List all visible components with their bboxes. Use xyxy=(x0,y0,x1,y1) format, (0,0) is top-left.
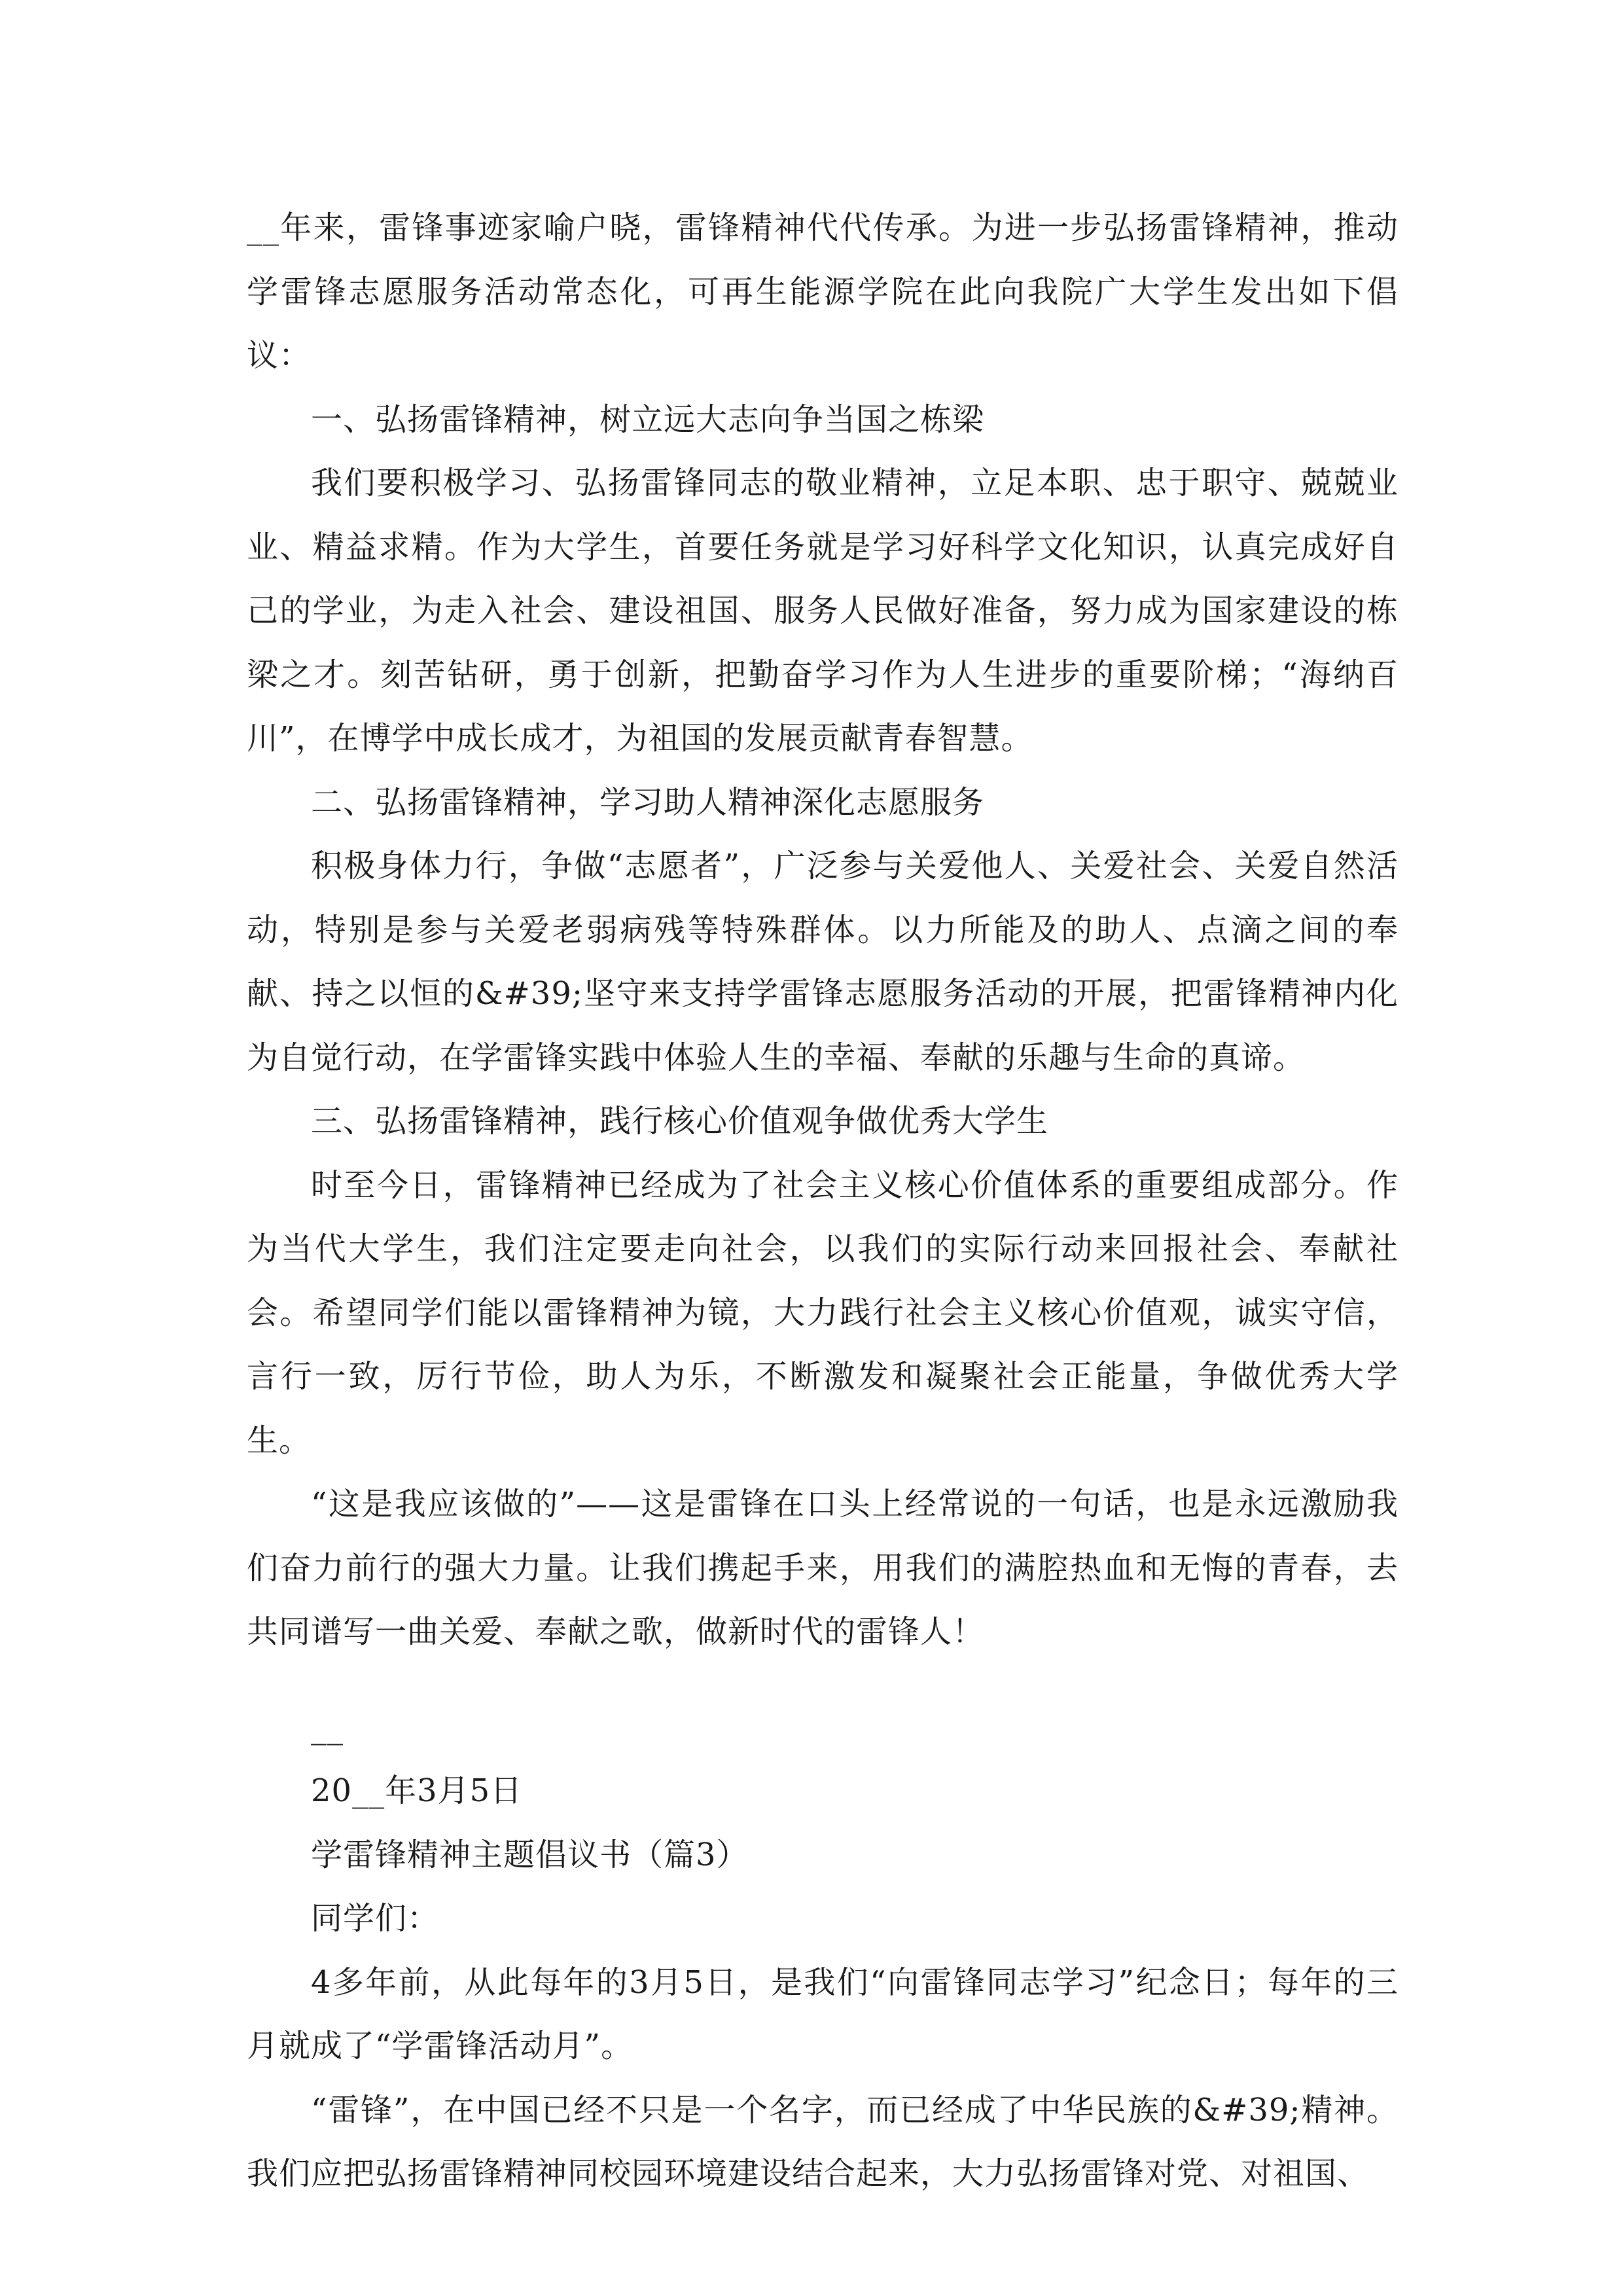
section-heading-3: 三、弘扬雷锋精神，践行核心价值观争做优秀大学生 xyxy=(311,1103,1049,1139)
second-paragraph-2: “雷锋”，在中国已经不只是一个名字，而已经成了中华民族的&#39;精神。我们应把弘扬雷锋精神同校园环境建设结合起来，大力弘扬雷锋对党、对祖国、 xyxy=(247,2091,1399,2192)
section-heading-1: 一、弘扬雷锋精神，树立远大志向争当国之栋梁 xyxy=(311,401,985,438)
second-paragraph-1: 4多年前，从此每年的3月5日，是我们“向雷锋同志学习”纪念日；每年的三月就成了“学雷锋活动月”。 xyxy=(247,1964,1399,2064)
section-paragraph-1: 我们要积极学习、弘扬雷锋同志的敬业精神，立足本职、忠于职守、兢兢业业、精益求精。作为大学生，首要任务就是学习好科学文化知识，认真完成好自己的学业，为走入社会、建设祖国、服务人民做好准备，努力成为国家建设的栋梁之才。刻苦钻研，勇于创新，把勤奋学习作为人生进步的重要阶梯；“海纳百川”，在博学中成长成才，为祖国的发展贡献青春智慧。 xyxy=(247,465,1399,757)
document-date: 20__年3月5日 xyxy=(311,1772,523,1809)
intro-paragraph: __年来，雷锋事迹家喻户晓，雷锋精神代代传承。为进一步弘扬雷锋精神，推动学雷锋志愿服务活动常态化，可再生能源学院在此向我院广大学生发出如下倡议： xyxy=(247,209,1399,374)
document-body xyxy=(247,196,1399,2206)
greeting: 同学们： xyxy=(311,1900,440,1937)
section-paragraph-2: 积极身体力行，争做“志愿者”，广泛参与关爱他人、关爱社会、关爱自然活动，特别是参与关爱老弱病残等特殊群体。以力所能及的助人、点滴之间的奉献、持之以恒的&#39;坚守来支持学雷锋志愿服务活动的开展，把雷锋精神内化为自觉行动，在学雷锋实践中体验人生的幸福、奉献的乐趣与生命的真谛。 xyxy=(247,848,1399,1076)
signature-line: __ xyxy=(311,1708,344,1746)
next-document-title: 学雷锋精神主题倡议书（篇3） xyxy=(311,1836,749,1873)
section-heading-2: 二、弘扬雷锋精神，学习助人精神深化志愿服务 xyxy=(311,783,985,821)
closing-paragraph: “这是我应该做的”——这是雷锋在口头上经常说的一句话，也是永远激励我们奋力前行的强大力量。让我们携起手来，用我们的满腔热血和无悔的青春，去共同谱写一曲关爱、奉献之歌，做新时代的雷锋人！ xyxy=(247,1486,1399,1650)
section-paragraph-3: 时至今日，雷锋精神已经成为了社会主义核心价值体系的重要组成部分。作为当代大学生，我们注定要走向社会，以我们的实际行动来回报社会、奉献社会。希望同学们能以雷锋精神为镜，大力践行社会主义核心价值观，诚实守信，言行一致，厉行节俭，助人为乐，不断激发和凝聚社会正能量，争做优秀大学生。 xyxy=(247,1166,1399,1459)
